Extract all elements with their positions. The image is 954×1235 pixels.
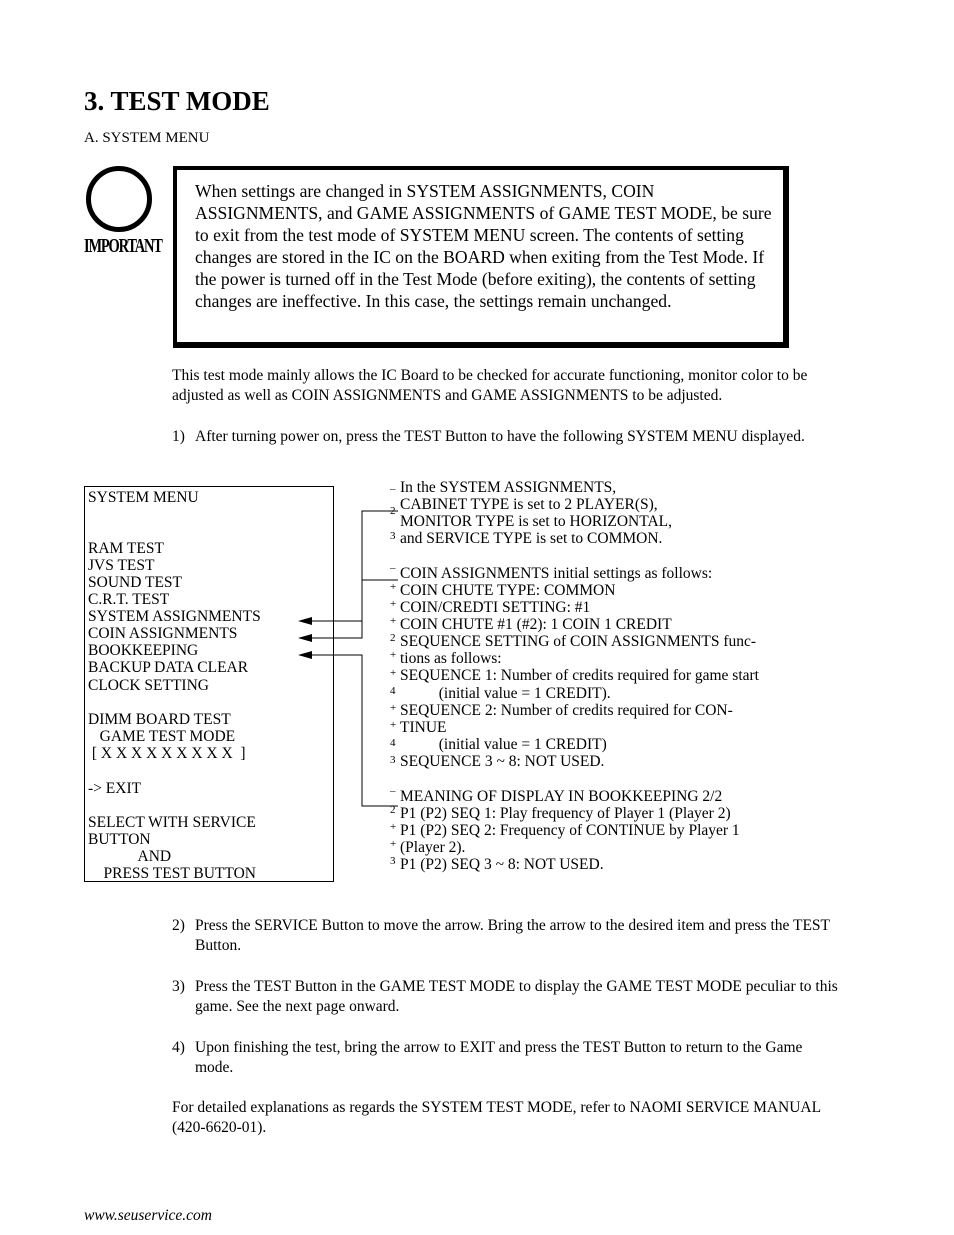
arrow-left-icon — [298, 634, 312, 642]
step-text: After turning power on, press the TEST Button to have the following SYSTEM MENU displayed. — [195, 428, 805, 445]
note-coin-line: COIN/CREDTI SETTING: #1 — [400, 599, 591, 616]
row-marker: 2 — [390, 804, 396, 816]
note-coin-line: TINUE — [400, 719, 447, 736]
menu-instruction: BUTTON — [88, 831, 151, 848]
note-coin-line: SEQUENCE 1: Number of credits required for game start — [400, 667, 759, 684]
row-marker: 4 — [390, 737, 396, 749]
step-number: 2) — [172, 917, 185, 934]
row-marker: 2 — [390, 632, 396, 644]
footer-url: www.seuservice.com — [84, 1207, 212, 1224]
step-text: Upon finishing the test, bring the arrow to EXIT and press the TEST Button to return to the Game mode. — [195, 1039, 803, 1076]
row-marker: 2 — [390, 505, 396, 517]
row-marker: + — [390, 719, 397, 731]
menu-item-clock-setting: CLOCK SETTING — [88, 677, 209, 694]
row-marker: – — [390, 785, 396, 797]
note-coin-line: SEQUENCE SETTING of COIN ASSIGNMENTS func- — [400, 633, 757, 650]
row-marker: – — [390, 562, 396, 574]
note-bookkeeping-line: P1 (P2) SEQ 1: Play frequency of Player 1 (Player 2) — [400, 805, 731, 822]
menu-item-backup-data-clear: BACKUP DATA CLEAR — [88, 659, 249, 676]
note-coin-line: tions as follows: — [400, 650, 502, 667]
note-system-line: In the SYSTEM ASSIGNMENTS, — [400, 479, 617, 496]
row-marker: 3 — [390, 754, 396, 766]
note-bookkeeping-line: MEANING OF DISPLAY IN BOOKKEEPING 2/2 — [400, 788, 723, 805]
note-bookkeeping-line: P1 (P2) SEQ 3 ~ 8: NOT USED. — [400, 856, 604, 873]
menu-item-bookkeeping: BOOKKEEPING — [88, 642, 199, 659]
menu-item-crt-test: C.R.T. TEST — [88, 591, 170, 608]
section-heading: A. SYSTEM MENU — [84, 130, 210, 146]
intro-paragraph: This test mode mainly allows the IC Board to be checked for accurate functioning, monitor color to be adjusted as well as COIN ASSIGNMENTS and GAME ASSIGNMENTS to be adjusted. — [172, 367, 808, 404]
menu-item-ram-test: RAM TEST — [88, 540, 164, 557]
note-coin-line: COIN ASSIGNMENTS initial settings as follows: — [400, 565, 713, 582]
menu-item-game-test-mode: GAME TEST MODE — [88, 728, 236, 745]
note-coin-line: COIN CHUTE TYPE: COMMON — [400, 582, 616, 599]
step-text: Press the TEST Button in the GAME TEST MODE to display the GAME TEST MODE peculiar to this game. See the next page onward. — [195, 978, 838, 1015]
note-coin-line: SEQUENCE 3 ~ 8: NOT USED. — [400, 753, 605, 770]
note-bookkeeping-line: (Player 2). — [400, 839, 466, 856]
row-marker: 3 — [390, 855, 396, 867]
menu-item-exit: -> EXIT — [88, 780, 142, 797]
menu-item-coin-assignments: COIN ASSIGNMENTS — [88, 625, 238, 642]
note-coin-line: (initial value = 1 CREDIT) — [400, 736, 607, 753]
row-marker: + — [390, 615, 397, 627]
important-notice-text: When settings are changed in SYSTEM ASSIGNMENTS, COIN ASSIGNMENTS, and GAME ASSIGNMENTS of GAME TEST MODE, be sure to exit from the test mode of SYSTEM MENU screen. The contents of setting changes are stored in the IC on the BOARD when exiting from the Test Mode. If the power is turned off in the Test Mode (before exiting), the contents of setting changes are ineffective. In this case, the settings remain unchanged. — [195, 181, 772, 311]
arrow-left-icon — [298, 651, 312, 659]
row-marker: – — [390, 483, 396, 495]
row-marker: + — [390, 702, 397, 714]
menu-instruction: AND — [88, 848, 172, 865]
important-label: IMPORTANT — [84, 235, 162, 257]
note-coin-line: (initial value = 1 CREDIT). — [400, 685, 611, 702]
row-marker: 4 — [390, 685, 396, 697]
menu-item-system-assignments: SYSTEM ASSIGNMENTS — [88, 608, 261, 625]
step-4 — [172, 1038, 842, 1078]
row-marker: + — [390, 598, 397, 610]
step-text: Press the SERVICE Button to move the arrow. Bring the arrow to the desired item and press the TEST Button. — [195, 917, 830, 954]
step-number: 1) — [172, 428, 185, 445]
note-system-line: and SERVICE TYPE is set to COMMON. — [400, 530, 663, 547]
step-3 — [172, 977, 842, 1017]
row-marker: + — [390, 821, 397, 833]
menu-item-dimm-board-test: DIMM BOARD TEST — [88, 711, 231, 728]
menu-instruction: SELECT WITH SERVICE — [88, 814, 256, 831]
arrow-left-icon — [298, 617, 312, 625]
note-bookkeeping-line: P1 (P2) SEQ 2: Frequency of CONTINUE by Player 1 — [400, 822, 740, 839]
row-marker: + — [390, 667, 397, 679]
row-marker: + — [390, 649, 397, 661]
detail-paragraph: For detailed explanations as regards the SYSTEM TEST MODE, refer to NAOMI SERVICE MANUAL (420-6620-01). — [172, 1099, 821, 1136]
menu-game-code: [ X X X X X X X X X ] — [88, 745, 246, 762]
menu-item-sound-test: SOUND TEST — [88, 574, 183, 591]
note-coin-line: COIN CHUTE #1 (#2): 1 COIN 1 CREDIT — [400, 616, 672, 633]
step-number: 4) — [172, 1039, 185, 1056]
row-marker: + — [390, 838, 397, 850]
page-title: 3. TEST MODE — [84, 86, 270, 116]
menu-item-jvs-test: JVS TEST — [88, 557, 155, 574]
step-number: 3) — [172, 978, 185, 995]
note-system-line: MONITOR TYPE is set to HORIZONTAL, — [400, 513, 673, 530]
menu-title: SYSTEM MENU — [88, 489, 199, 506]
row-marker: 3 — [390, 530, 396, 542]
menu-instruction: PRESS TEST BUTTON — [88, 865, 256, 882]
row-marker: + — [390, 581, 397, 593]
step-2 — [172, 916, 842, 956]
note-coin-line: SEQUENCE 2: Number of credits required for CON- — [400, 702, 733, 719]
note-system-line: CABINET TYPE is set to 2 PLAYER(S), — [400, 496, 658, 513]
